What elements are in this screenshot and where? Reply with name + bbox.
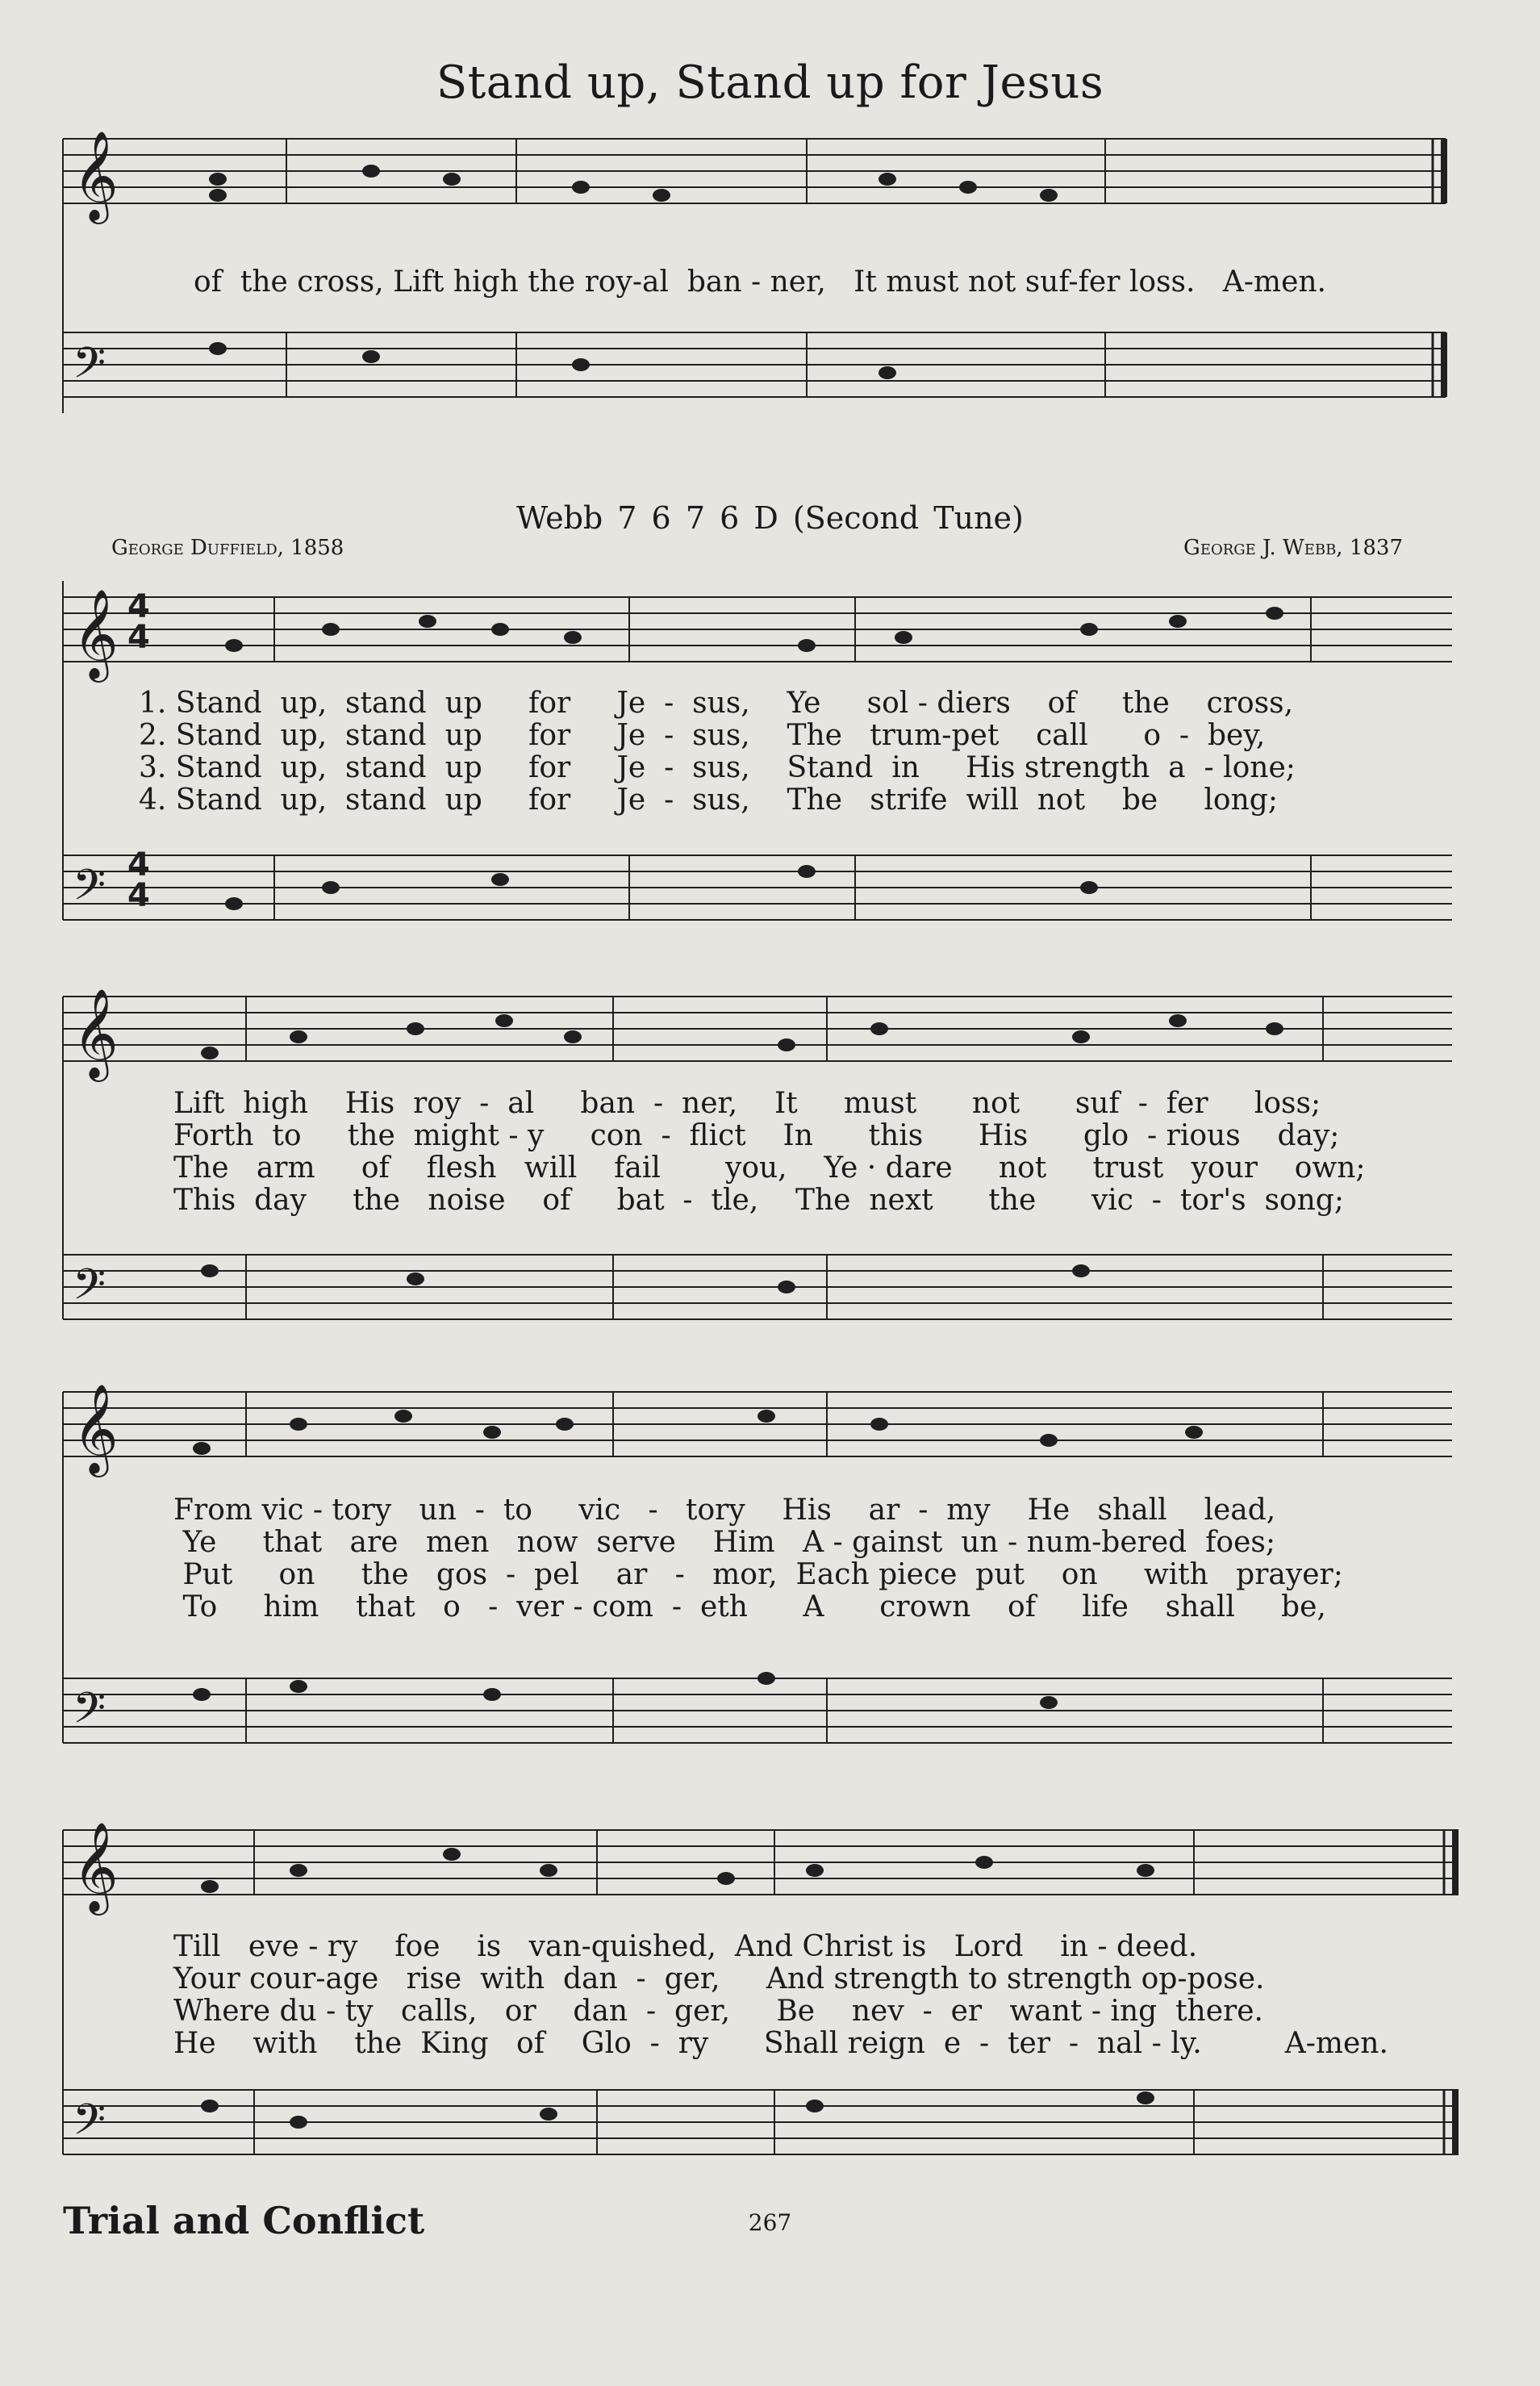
- lyric-line: Where du - ty calls, or dan - ger, Be nev - er want - ing there.: [173, 1995, 1263, 2028]
- lyric-line: Lift high His roy - al ban - ner, It must not suf - fer loss;: [173, 1087, 1321, 1120]
- lyric-line: 2. Stand up, stand up for Je - sus, The trum-pet call o - bey,: [139, 719, 1266, 752]
- section-title: Trial and Conflict: [63, 2199, 425, 2242]
- svg-text:𝄞: 𝄞: [73, 130, 119, 220]
- stanza-system-4: [173, 1931, 1388, 2060]
- lyric-line: To him that o - ver - com - eth A crown of life shall be,: [173, 1590, 1326, 1623]
- svg-text:4: 4: [127, 846, 150, 884]
- svg-text:𝄢: 𝄢: [73, 2096, 106, 2155]
- page-number: 267: [748, 2209, 792, 2236]
- hymn-title: Stand up, Stand up for Jesus: [436, 56, 1104, 109]
- svg-text:𝄞: 𝄞: [73, 1821, 119, 1912]
- svg-text:𝄢: 𝄢: [73, 1684, 106, 1744]
- lyric-line: 3. Stand up, stand up for Je - sus, Stand in His strength a - lone;: [139, 751, 1296, 784]
- first-tune-lyric: of the cross, Lift high the roy-al ban - ner, It must not suf-fer loss. A-men.: [194, 265, 1326, 299]
- lyric-line: Till eve - ry foe is van-quished, And Christ is Lord in - deed.: [173, 1930, 1198, 1963]
- svg-text:𝄞: 𝄞: [73, 988, 119, 1078]
- tune-name: Webb 7 6 7 6 D (Second Tune): [516, 500, 1024, 536]
- stanza-system-2: [173, 1088, 1366, 1217]
- stanza-system-1: [139, 687, 1296, 817]
- svg-text:𝄞: 𝄞: [73, 1383, 119, 1473]
- composer-credit: George J. Webb, 1837: [1183, 536, 1403, 560]
- svg-text:𝄢: 𝄢: [73, 1260, 106, 1320]
- lyric-line: Your cour-age rise with dan - ger, And strength to strength op-pose.: [173, 1962, 1265, 1995]
- svg-text:𝄢: 𝄢: [73, 339, 106, 399]
- stanza-system-3: [173, 1494, 1343, 1623]
- svg-text:𝄢: 𝄢: [73, 861, 106, 921]
- lyric-line: He with the King of Glo - ry Shall reign e - ter - nal - ly. A-men.: [173, 2027, 1388, 2060]
- author-credit: George Duffield, 1858: [111, 536, 344, 560]
- lyric-line: 1. Stand up, stand up for Je - sus, Ye sol - diers of the cross,: [139, 687, 1294, 720]
- lyric-line: From vic - tory un - to vic - tory His ar - my He shall lead,: [173, 1494, 1276, 1527]
- lyric-line: Forth to the might - y con - flict In this His glo - rious day;: [173, 1119, 1340, 1152]
- lyric-line: Put on the gos - pel ar - mor, Each piece put on with prayer;: [173, 1558, 1343, 1591]
- svg-text:𝄞: 𝄞: [73, 588, 119, 679]
- lyric-line: Ye that are men now serve Him A - gainst un - num-bered foes;: [173, 1526, 1275, 1559]
- svg-text:4: 4: [127, 619, 150, 656]
- lyric-line: This day the noise of bat - tle, The next the vic - tor's song;: [173, 1184, 1344, 1217]
- svg-text:4: 4: [127, 588, 150, 625]
- svg-text:4: 4: [127, 877, 150, 914]
- lyric-line: 4. Stand up, stand up for Je - sus, The strife will not be long;: [139, 783, 1278, 817]
- lyric-line: The arm of flesh will fail you, Ye · dare not trust your own;: [173, 1151, 1366, 1185]
